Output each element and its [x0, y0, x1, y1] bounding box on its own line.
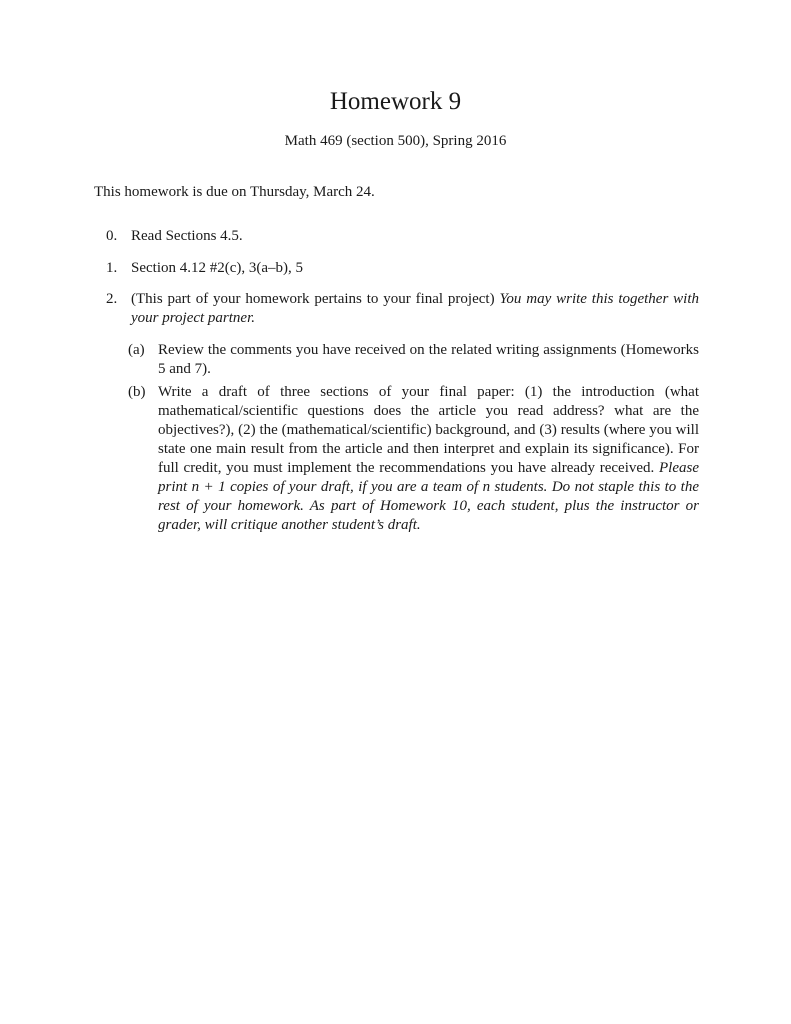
math-expression: n + 1 [191, 479, 226, 495]
item-text: Section 4.12 #2(c), 3(a–b), 5 [131, 260, 304, 276]
list-item-0 [106, 227, 699, 246]
subitem-italic-text: students. Do not staple this to the rest of your homework. As part of Homework 10, each student, plus the instructor or grader, will critique another student’s draft. [158, 479, 700, 533]
sublist-item-a [128, 341, 699, 379]
item-number: 1. [106, 260, 118, 276]
subitem-text: Write a draft of three sections of your final paper: (1) the introduction (what mathematical/scientific questions does the article you read address? what are the objectives?), (2) the (mathematical/scientific) background, and (3) results (where you will state one main result from the article and then interpret and explain its significance). For full credit, you must implement the recommendations you have already received. [158, 384, 699, 476]
sublist-item-b [128, 383, 700, 535]
item-text: (This part of your homework pertains to your final project) [131, 291, 495, 307]
list-item-2 [106, 290, 699, 328]
item-number: 0. [106, 228, 118, 244]
course-subtitle: Math 469 (section 500), Spring 2016 [284, 133, 507, 149]
subitem-label: (a) [128, 342, 145, 358]
math-variable: n [482, 479, 491, 495]
due-date-text: This homework is due on Thursday, March 24. [94, 184, 375, 200]
subitem-italic-text: Please print [158, 460, 699, 495]
item-number: 2. [106, 291, 118, 307]
subitem-italic-text: copies of your draft, if you are a team of [230, 479, 479, 495]
subitem-label: (b) [128, 384, 146, 400]
page-title: Homework 9 [329, 88, 462, 115]
item-italic-text: You may write this together with your project partner. [131, 291, 699, 326]
list-item-1 [106, 259, 699, 278]
subitem-text: Review the comments you have received on the related writing assignments (Homeworks 5 and 7). [158, 342, 699, 377]
item-text: Read Sections 4.5. [131, 228, 243, 244]
